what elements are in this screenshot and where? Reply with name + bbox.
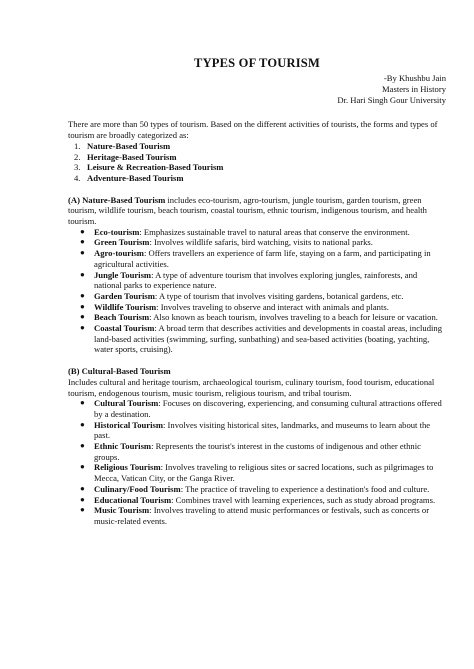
item-term: Historical Tourism xyxy=(94,419,163,430)
list-number: 4. xyxy=(74,172,81,183)
list-item xyxy=(80,505,446,526)
bullet-icon: ● xyxy=(80,248,85,258)
bullet-icon: ● xyxy=(80,269,85,279)
item-desc: : Also known as beach tourism, involves traveling to a beach for leisure or vacation. xyxy=(149,312,438,323)
item-desc: : Involves traveling to attend music performances or festivals, such as concerts or music-related events. xyxy=(94,505,430,526)
list-item xyxy=(80,398,446,419)
item-desc: : Involves visiting historical sites, landmarks, and museums to learn about the past. xyxy=(94,419,431,441)
item-term: Coastal Tourism xyxy=(94,323,155,334)
list-item xyxy=(80,270,446,291)
list-number: 2. xyxy=(74,151,81,162)
section-cultural-body: Includes cultural and heritage tourism, archaeological tourism, culinary tourism, food tourism, educational tourism, endogenous tourism, music tourism, religious tourism, and tribal tourism. xyxy=(68,376,435,398)
item-desc: : Emphasizes sustainable travel to natural areas that conserve the environment. xyxy=(139,226,410,237)
list-label: Leisure & Recreation-Based Tourism xyxy=(87,162,224,173)
item-term: Ethnic Tourism xyxy=(94,441,152,452)
bullet-icon: ● xyxy=(80,301,85,311)
tourism-types-list xyxy=(68,141,446,184)
list-item xyxy=(80,302,446,313)
item-desc: : Involves traveling to observe and interact with animals and plants. xyxy=(156,301,389,312)
tourism-type-item xyxy=(74,141,446,152)
item-term: Jungle Tourism xyxy=(94,269,152,280)
bullet-icon: ● xyxy=(80,505,85,515)
bullet-icon: ● xyxy=(80,290,85,300)
bullet-icon: ● xyxy=(80,419,85,429)
list-item xyxy=(80,495,446,506)
section-nature-intro xyxy=(68,195,446,227)
intro-paragraph: There are more than 50 types of tourism. Based on the different activities of tourists, the forms and types of tourism are broadly categorized as: xyxy=(68,119,438,141)
item-term: Beach Tourism xyxy=(94,312,150,323)
item-term: Music Tourism xyxy=(94,505,150,516)
item-desc: : A broad term that describes activities and developments in coastal areas, including land-based activities (swimming, surfing, sunbathing) and sea-based activities (boating, yachting, water sports, cruising). xyxy=(94,323,442,355)
item-desc: : Offers travellers an experience of farm life, staying on a farm, and participating in agricultural activities. xyxy=(94,248,431,269)
list-number: 3. xyxy=(74,162,81,173)
list-number: 1. xyxy=(74,140,81,151)
list-item xyxy=(80,484,446,495)
bullet-icon: ● xyxy=(80,237,85,247)
nature-bullet-list xyxy=(68,227,446,355)
list-item xyxy=(80,441,446,462)
list-item xyxy=(80,312,446,323)
section-cultural xyxy=(68,366,446,527)
item-term: Cultural Tourism xyxy=(94,398,159,409)
item-desc: : Focuses on discovering, experiencing, and consuming cultural attractions offered by a destination. xyxy=(94,398,442,419)
section-cultural-heading-line xyxy=(68,366,446,377)
bullet-icon: ● xyxy=(80,312,85,322)
tourism-type-item xyxy=(74,173,446,184)
item-desc: : Combines travel with learning experiences, such as study abroad programs. xyxy=(171,494,436,505)
section-nature xyxy=(68,195,446,356)
bullet-icon: ● xyxy=(80,483,85,493)
item-desc: : Involves traveling to religious sites or sacred locations, such as pilgrimages to Mecca, Vatican City, or the Ganga River. xyxy=(94,462,434,484)
item-desc: : A type of adventure tourism that involves exploring jungles, rainforests, and national parks to experience nature. xyxy=(94,269,418,291)
list-label: Heritage-Based Tourism xyxy=(87,151,177,162)
list-item xyxy=(80,420,446,441)
item-desc: : Represents the tourist's interest in the customs of indigenous and other ethnic groups. xyxy=(94,441,421,462)
cultural-bullet-list xyxy=(68,398,446,526)
list-label: Adventure-Based Tourism xyxy=(87,172,184,183)
item-desc: : Involves wildlife safaris, bird watching, visits to national parks. xyxy=(149,237,373,248)
author-name: -By Khushbu Jain xyxy=(383,73,446,83)
list-label: Nature-Based Tourism xyxy=(87,140,171,151)
list-item xyxy=(80,291,446,302)
tourism-type-item xyxy=(74,152,446,163)
tourism-type-item xyxy=(74,162,446,173)
section-body: includes eco-tourism, agro-tourism, jungle tourism, garden tourism, green tourism, wildlife tourism, beach tourism, coastal tourism, ethnic tourism, indigenous tourism, and health tourism. xyxy=(68,194,427,227)
item-term: Educational Tourism xyxy=(94,494,172,505)
list-item xyxy=(80,462,446,483)
item-term: Agro-tourism xyxy=(94,248,144,259)
item-term: Eco-tourism xyxy=(94,226,140,237)
bullet-icon: ● xyxy=(80,462,85,472)
bullet-icon: ● xyxy=(80,441,85,451)
item-desc: : A type of tourism that involves visiting gardens, botanical gardens, etc. xyxy=(154,290,404,301)
item-term: Religious Tourism xyxy=(94,462,161,473)
bullet-icon: ● xyxy=(80,494,85,504)
item-term: Culinary/Food Tourism xyxy=(94,483,181,494)
section-heading: (B) Cultural-Based Tourism xyxy=(68,366,171,377)
author-degree: Masters in History xyxy=(382,83,446,94)
author-university: Dr. Hari Singh Gour University xyxy=(337,94,446,105)
section-heading: (A) Nature-Based Tourism xyxy=(68,194,166,205)
bullet-icon: ● xyxy=(80,323,85,333)
bullet-icon: ● xyxy=(80,226,85,236)
item-term: Green Tourism xyxy=(94,237,150,248)
list-item xyxy=(80,227,446,238)
document-title: TYPES OF TOURISM xyxy=(194,56,320,70)
bullet-icon: ● xyxy=(80,398,85,408)
list-item xyxy=(80,237,446,248)
item-desc: : The practice of traveling to experience a destination's food and culture. xyxy=(180,483,430,494)
item-term: Wildlife Tourism xyxy=(94,301,157,312)
list-item xyxy=(80,323,446,355)
item-term: Garden Tourism xyxy=(94,290,155,301)
author-block xyxy=(68,73,446,105)
list-item xyxy=(80,248,446,269)
